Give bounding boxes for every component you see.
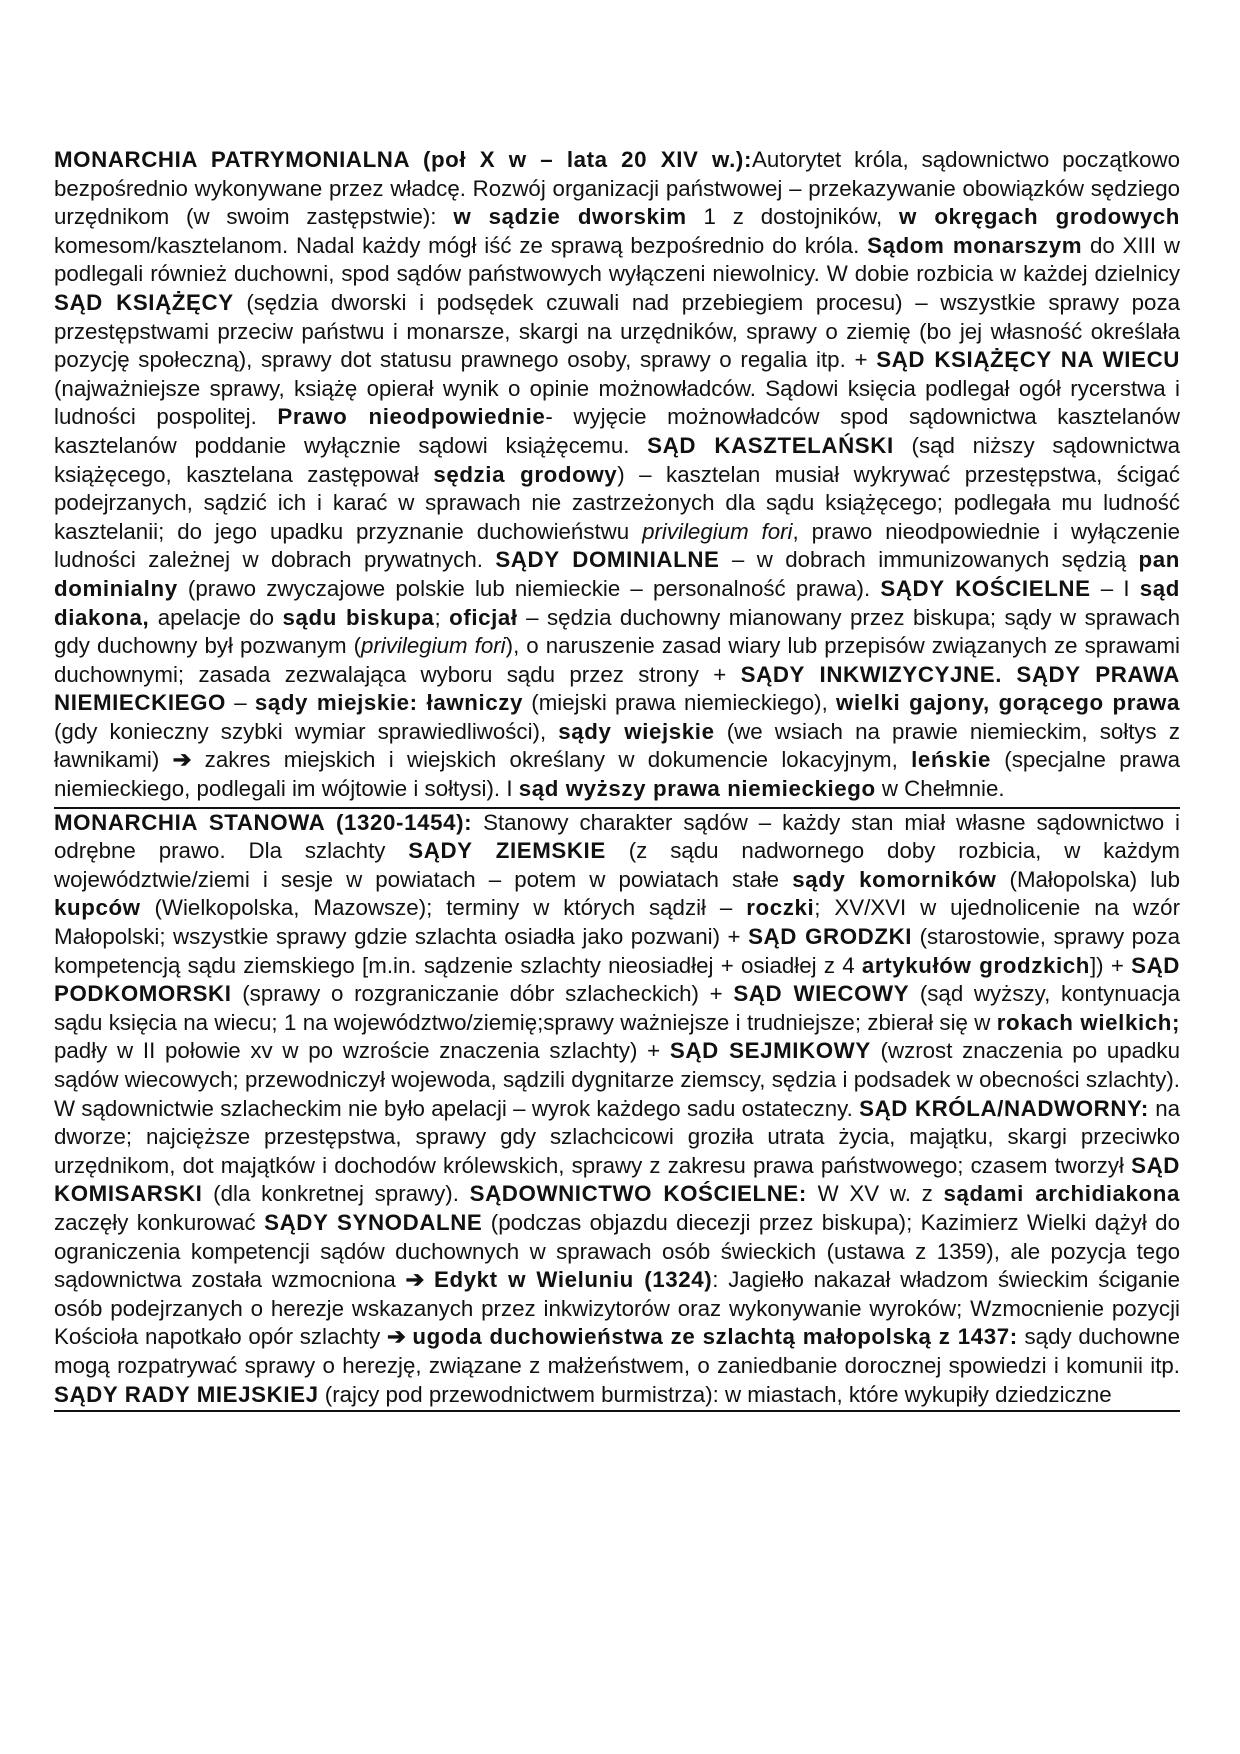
text-run: (sprawy o rozgraniczanie dóbr szlacheckich) +	[231, 981, 734, 1007]
text-run: – I	[1090, 575, 1140, 601]
bold-term: SĄDY PRAWA NIEMIECKIEGO	[54, 661, 1180, 716]
text-run: (Wielkopolska, Mazowsze); terminy w których sądził –	[140, 895, 747, 921]
text-run: (miejski prawa niemieckiego),	[523, 690, 836, 716]
text-run: zakres miejskich i wiejskich określany w dokumencie lokacyjnym,	[191, 747, 912, 773]
arrow-right-icon: ➔	[172, 747, 192, 773]
bold-term: SĄDY ZIEMSKIE	[408, 838, 606, 864]
text-run: Stanowy charakter sądów – każdy stan miał własne sądownictwo i odrębne prawo. Dla szlachty	[54, 809, 1181, 864]
bold-term: MONARCHIA STANOWA (1320-1454):	[54, 809, 473, 835]
text-run: ; XV/XVI w ujednolicenie na wzór Małopolski; wszystkie sprawy gdzie szlachta osiadła jako pozwani) +	[54, 895, 1180, 950]
paragraph-monarchia-patrymonialna	[54, 146, 1180, 804]
text-run: do XIII w podlegali również duchowni, spod sądów państwowych wyłączeni niewolnicy. W dobie rozbicia w każdej dzielnicy	[54, 232, 1180, 287]
bold-term: pan dominialny	[54, 547, 1180, 601]
text-run: , prawo nieodpowiednie i wyłączenie ludności zależnej w dobrach prywatnych.	[54, 518, 1181, 573]
bold-term: SĄD KOMISARSKI	[54, 1152, 1180, 1207]
bold-term: SĄDY DOMINIALNE	[495, 547, 720, 573]
bold-term: MONARCHIA PATRYMONIALNA (poł X w – lata 20 XIV w.):	[54, 147, 752, 172]
bold-term: rokach wielkich;	[996, 1009, 1181, 1035]
bold-term: Edykt w Wieluniu (1324)	[433, 1267, 713, 1293]
text-run: W XV w. z	[806, 1181, 944, 1207]
text-run: Autorytet króla, sądownictwo początkowo bezpośrednio wykonywane przez władcę. Rozwój organizacji państwowej – przekazywanie obowiązków sędziego urzędnikom (w swoim zastępstwie):	[54, 147, 1180, 230]
text-run: komesom/kasztelanom. Nadal każdy mógł iść ze sprawą bezpośrednio do króla.	[54, 232, 868, 258]
bold-term: w sądzie dworskim	[453, 204, 687, 230]
text-run: ]) +	[1089, 952, 1132, 978]
bold-term: Prawo nieodpowiednie	[277, 404, 546, 430]
bold-term: sądy komorników	[792, 866, 997, 892]
arrow-right-icon: ➔	[386, 1324, 406, 1350]
text-run: (rajcy pod przewodnictwem burmistrza): w miastach, które wykupiły dziedziczne	[318, 1381, 1112, 1407]
text-run	[424, 1267, 434, 1292]
bold-term: leńskie	[911, 747, 991, 773]
text-run: (prawo zwyczajowe polskie lub niemieckie – personalność prawa).	[177, 575, 881, 601]
bold-term: ugoda duchowieństwa ze szlachtą małopolską z 1437:	[412, 1324, 1018, 1350]
bold-term: sąd diakona,	[54, 575, 1180, 630]
bold-term: SĄDOWNICTWO KOŚCIELNE:	[469, 1181, 807, 1207]
text-run: ;	[434, 604, 450, 630]
bold-term: sądy wiejskie	[558, 718, 715, 744]
bold-term: sędzia grodowy	[433, 461, 618, 487]
bold-term: SĄD SEJMIKOWY	[669, 1038, 871, 1064]
bold-term: SĄDY RADY MIEJSKIEJ	[54, 1381, 319, 1407]
bold-term: w okręgach grodowych	[898, 204, 1180, 230]
document-page	[54, 146, 1180, 1423]
text-run: – sędzia duchowny mianowany przez biskupa; sądy w sprawach gdy duchowny był pozwanym (	[54, 604, 1181, 659]
text-run: (sąd wyższy, kontynuacja sądu księcia na wiecu; 1 na województwo/ziemię;sprawy ważniejsze i trudniejsze; zbierał się w	[54, 981, 1180, 1035]
italic-term: privilegium fori	[361, 633, 506, 659]
text-run: : Jagiełło nakazał władzom świeckim ściganie osób podejrzanych o herezje wskazanych przez inkwizytorów oraz wykonywanie wyroków; Wzmocnienie pozycji Kościoła napotkało opór szlachty	[54, 1267, 1180, 1350]
paragraph-monarchia-stanowa	[54, 809, 1180, 1409]
text-run: zaczęły konkurować	[54, 1209, 265, 1235]
text-run: apelacje do	[149, 604, 283, 630]
text-run: - wyjęcie możnowładców spod sądownictwa kasztelanów kasztelanów poddanie wyłącznie sądowi książęcemu.	[54, 404, 1180, 458]
bold-term: sądu biskupa	[282, 604, 435, 630]
italic-term: privilegium fori	[642, 518, 793, 544]
text-run: w Chełmnie.	[875, 776, 1005, 802]
bold-term: SĄD WIECOWY	[733, 981, 910, 1007]
bold-term: SĄDY SYNODALNE	[264, 1209, 483, 1235]
bold-term: kupców	[54, 895, 141, 921]
text-run: (sędzia dworski i podsędek czuwali nad przebiegiem procesu) – wszystkie sprawy poza przestępstwami przeciw państwu i monarsze, skargi na urzędników, sprawy o ziemię (bo jej własność określała pozycję społeczną), sprawy dot statusu prawnego osoby, sprawy o regalia itp. +	[54, 289, 1180, 373]
bold-term: SĄD KRÓLA/NADWORNY:	[859, 1095, 1149, 1121]
text-run: (dla konkretnej sprawy).	[202, 1181, 470, 1207]
bold-term: SĄDY KOŚCIELNE	[880, 575, 1091, 601]
text-run	[1002, 662, 1016, 687]
bold-term: sądami archidiakona	[943, 1181, 1181, 1207]
text-run: (Małopolska) lub	[996, 866, 1180, 892]
bold-term: Sądom monarszym	[867, 232, 1083, 258]
bold-term: SĄD KSIĄŻĘCY NA WIECU	[876, 347, 1180, 373]
bold-term: oficjał	[449, 604, 518, 630]
text-run: 1 z dostojników,	[686, 204, 899, 230]
text-run: padły w II połowie xv w po wzroście znaczenia szlachty) +	[54, 1038, 670, 1064]
text-run: sądy duchowne mogą rozpatrywać sprawy o herezję, związane z małżeństwem, o zaniedbanie dorocznej spowiedzi i komunii itp.	[54, 1324, 1180, 1378]
bold-term: SĄD GRODZKI	[748, 924, 913, 950]
bold-term: wielki gajony, gorącego prawa	[836, 690, 1180, 716]
text-run: (najważniejsze sprawy, książę opierał wynik o opinie możnowładców. Sądowi księcia podlegał ogół rycerstwa i ludności pospolitej.	[54, 375, 1180, 430]
text-run: (gdy konieczny szybki wymiar sprawiedliwości),	[54, 718, 559, 744]
text-run: – w dobrach immunizowanych sędzią	[719, 547, 1139, 573]
text-run: (sąd niższy sądownictwa książęcego, kasztelana zastępował	[54, 432, 1180, 487]
bottom-divider	[54, 1410, 1180, 1412]
text-run: –	[225, 690, 255, 716]
text-run: (z sądu nadwornego doby rozbicia, w każdym województwie/ziemi i sesje w powiatach – potem w powiatach stałe	[54, 838, 1180, 892]
bold-term: SĄD KASZTELAŃSKI	[647, 432, 894, 458]
text-run: ), o naruszenie zasad wiary lub przepisów związanych ze sprawami duchownymi; zasada zezwalająca wyboru sądu przez strony +	[54, 633, 1181, 687]
text-run: na dworze; najcięższe przestępstwa, sprawy gdy szlachcicowi groziła utrata życia, majątku, skargi przeciwko urzędnikom, dot majątków i dochodów królewskich, sprawy z zakresu prawa państwowego; czasem tworzył	[54, 1095, 1180, 1178]
bold-term: roczki	[746, 895, 815, 921]
text-run: (specjalne prawa niemieckiego, podlegali im wójtowie i sołtysi). I	[54, 747, 1180, 802]
bold-term: sąd wyższy prawa niemieckiego	[518, 776, 876, 802]
text-run: (podczas objazdu diecezji przez biskupa); Kazimierz Wielki dążył do ograniczenia kompetencji sądów duchownych w sprawach osób świeckich (ustawa z 1359), ale pozycja tego sądownictwa została wzmocniona	[54, 1209, 1180, 1293]
text-run: ) – kasztelan musiał wykrywać przestępstwa, ścigać podejrzanych, sądzić ich i karać w sprawach nie zastrzeżonych dla sądu książęcego; podlegała mu ludność kasztelanii; do jego upadku przyznanie duchowieństwu	[54, 461, 1180, 544]
bold-term: sądy miejskie: ławniczy	[254, 690, 524, 716]
bold-term: artykułów grodzkich	[861, 952, 1090, 978]
bold-term: SĄDY INKWIZYCYJNE.	[740, 661, 1002, 687]
text-run: (wzrost znaczenia po upadku sądów wiecowych; przewodniczył wojewoda, sądzili dygnitarze ziemscy, sędzia i podsadek w obecności szlachty). W sądownictwie szlacheckim nie było apelacji – wyrok każdego sadu ostateczny.	[54, 1038, 1180, 1121]
arrow-right-icon: ➔	[405, 1267, 425, 1293]
text-run: (we wsiach na prawie niemieckim, sołtys z ławnikami)	[54, 718, 1180, 773]
text-run: (starostowie, sprawy poza kompetencją sądu ziemskiego [m.in. sądzenie szlachty nieosiadłej + osiadłej z 4	[54, 924, 1180, 978]
bold-term: SĄD KSIĄŻĘCY	[54, 289, 234, 315]
bold-term: SĄD PODKOMORSKI	[54, 952, 1181, 1007]
